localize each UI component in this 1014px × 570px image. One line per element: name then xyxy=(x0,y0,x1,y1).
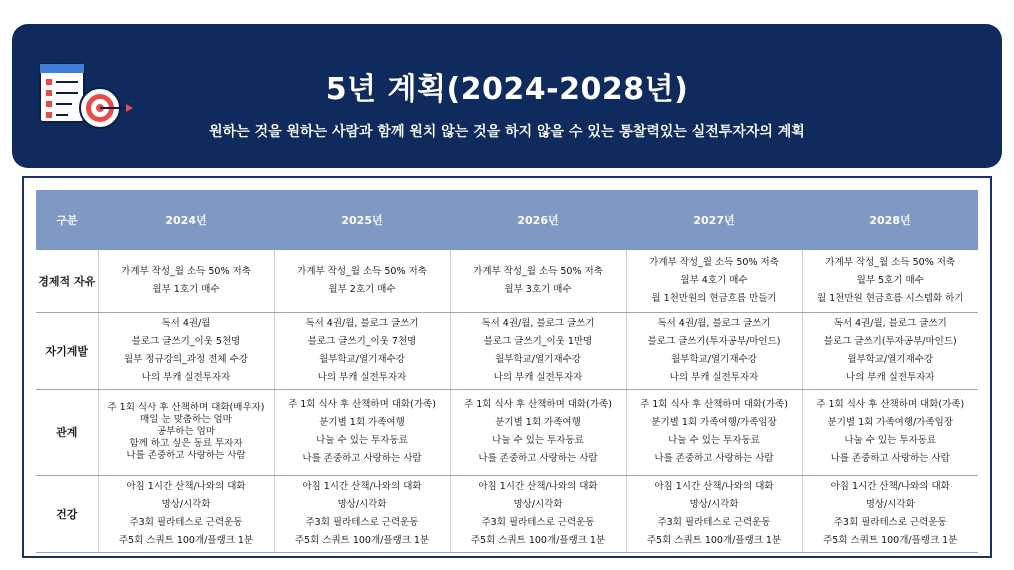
table-row xyxy=(36,312,978,389)
plan-item: 아침 1시간 산책/나와의 대화 xyxy=(126,480,246,492)
plan-item: 나의 부캐 실전투자자 xyxy=(493,371,583,383)
plan-table xyxy=(36,190,978,553)
plan-item: 주3회 필라테스로 근력운동 xyxy=(305,516,419,528)
row-category: 자기계발 xyxy=(36,312,98,389)
page-subtitle: 원하는 것을 원하는 사람과 함께 원치 않는 것을 하지 않을 수 있는 통찰력있는 실전투자자의 계획 xyxy=(209,124,805,140)
column-header: 2028년 xyxy=(802,190,978,250)
plan-panel xyxy=(22,176,992,558)
plan-item: 주3회 필라테스로 근력운동 xyxy=(833,516,947,528)
plan-item: 주 1회 식사 후 산책하며 대화(가족) xyxy=(640,399,788,410)
plan-item: 블로그 글쓰기_이웃 1만명 xyxy=(483,335,593,347)
plan-item: 명상/시각화 xyxy=(513,498,563,510)
plan-cell xyxy=(274,389,450,475)
plan-item: 주 1회 식사 후 산책하며 대화(가족) xyxy=(816,399,965,410)
plan-item: 나를 존중하고 사랑하는 사람 xyxy=(126,450,246,461)
plan-cell xyxy=(626,475,802,552)
plan-item: 나를 존중하고 사랑하는 사람 xyxy=(654,453,774,464)
plan-item: 아침 1시간 산책/나와의 대화 xyxy=(654,480,774,492)
plan-cell xyxy=(626,389,802,475)
plan-item: 명상/시각화 xyxy=(865,498,915,510)
plan-item: 블로그 글쓰기(투자공부/마인드) xyxy=(823,335,957,347)
plan-cell xyxy=(98,475,274,552)
plan-item: 월부학교/열기재수강 xyxy=(847,353,934,365)
plan-cell xyxy=(626,312,802,389)
plan-item: 월부학교/열기재수강 xyxy=(671,353,757,365)
row-category: 건강 xyxy=(36,475,98,552)
plan-item: 주3회 필라테스로 근력운동 xyxy=(129,516,243,528)
plan-cell xyxy=(98,250,274,312)
plan-item: 나눌 수 있는 투자동료 xyxy=(316,435,408,446)
plan-item: 독서 4권/월, 블로그 글쓰기 xyxy=(657,317,771,329)
plan-item: 가계부 작성_월 소득 50% 저축 xyxy=(473,265,603,277)
plan-item: 블로그 글쓰기(투자공부/마인드) xyxy=(647,335,781,347)
plan-cell xyxy=(802,312,978,389)
plan-item: 주 1회 식사 후 산책하며 대화(가족) xyxy=(288,399,436,410)
column-header: 2026년 xyxy=(450,190,626,250)
plan-item: 아침 1시간 산책/나와의 대화 xyxy=(478,480,598,492)
column-header: 2027년 xyxy=(626,190,802,250)
plan-item: 나눌 수 있는 투자동료 xyxy=(492,435,584,446)
row-category: 관계 xyxy=(36,389,98,475)
table-row xyxy=(36,250,978,312)
plan-cell xyxy=(450,475,626,552)
header-banner xyxy=(12,24,1002,168)
plan-item: 독서 4권/월 xyxy=(161,317,211,329)
plan-cell xyxy=(274,250,450,312)
page-title: 5년 계획(2024-2028년) xyxy=(325,72,689,107)
plan-item: 월 1천만원 현금흐름 시스템화 하기 xyxy=(816,292,964,304)
plan-cell xyxy=(98,312,274,389)
plan-item: 나의 부캐 실전투자자 xyxy=(845,371,935,383)
plan-item: 가계부 작성_월 소득 50% 저축 xyxy=(121,265,251,277)
plan-item: 주3회 필라테스로 근력운동 xyxy=(481,516,595,528)
plan-cell xyxy=(98,389,274,475)
plan-item: 가계부 작성_월 소득 50% 저축 xyxy=(825,256,956,268)
plan-item: 월부 정규강의_과정 전체 수강 xyxy=(124,353,248,365)
plan-item: 월부 4호기 매수 xyxy=(680,274,748,286)
plan-cell xyxy=(626,250,802,312)
plan-item: 주3회 필라테스로 근력운동 xyxy=(657,516,771,528)
plan-item: 아침 1시간 산책/나와의 대화 xyxy=(830,480,950,492)
plan-cell xyxy=(450,312,626,389)
plan-item: 주5회 스쿼트 100개/플랭크 1분 xyxy=(646,534,782,546)
plan-item: 명상/시각화 xyxy=(161,498,211,510)
plan-cell xyxy=(274,312,450,389)
plan-item: 나눌 수 있는 투자동료 xyxy=(668,435,760,446)
plan-item: 분기별 1회 가족여행 xyxy=(495,417,581,428)
plan-item: 월부 5호기 매수 xyxy=(856,274,924,286)
plan-item: 가계부 작성_월 소득 50% 저축 xyxy=(297,265,427,277)
table-row xyxy=(36,389,978,475)
plan-item: 아침 1시간 산책/나와의 대화 xyxy=(302,480,422,492)
plan-item: 독서 4권/월, 블로그 글쓰기 xyxy=(833,317,947,329)
plan-item: 나를 존중하고 사랑하는 사람 xyxy=(830,453,950,464)
plan-item: 가계부 작성_월 소득 50% 저축 xyxy=(649,256,779,268)
plan-item: 월부학교/열기재수강 xyxy=(495,353,581,365)
plan-item: 나의 부캐 실전투자자 xyxy=(669,371,759,383)
plan-item: 독서 4권/월, 블로그 글쓰기 xyxy=(481,317,595,329)
plan-item: 월 1천만원의 현금흐름 만들기 xyxy=(651,292,777,304)
plan-item: 분기별 1회 가족여행/가족임장 xyxy=(827,417,953,428)
column-header: 2025년 xyxy=(274,190,450,250)
row-category: 경제적 자유 xyxy=(36,250,98,312)
plan-cell xyxy=(450,389,626,475)
plan-item: 블로그 글쓰기_이웃 7천명 xyxy=(307,335,417,347)
plan-item: 월부 1호기 매수 xyxy=(152,283,220,295)
plan-item: 나를 존중하고 사랑하는 사람 xyxy=(478,453,598,464)
column-header: 2024년 xyxy=(98,190,274,250)
plan-item: 분기별 1회 가족여행/가족임장 xyxy=(651,417,777,428)
plan-item: 나눌 수 있는 투자동료 xyxy=(844,435,937,446)
plan-item: 명상/시각화 xyxy=(337,498,387,510)
plan-item: 공부하는 엄마 xyxy=(156,426,216,437)
plan-item: 분기별 1회 가족여행 xyxy=(319,417,405,428)
plan-item: 주5회 스쿼트 100개/플랭크 1분 xyxy=(470,534,606,546)
plan-cell xyxy=(802,389,978,475)
plan-item: 함께 하고 싶은 동료 투자자 xyxy=(129,438,243,449)
plan-cell xyxy=(802,475,978,552)
plan-item: 독서 4권/월, 블로그 글쓰기 xyxy=(305,317,419,329)
column-header: 구분 xyxy=(36,190,98,250)
plan-cell xyxy=(802,250,978,312)
plan-item: 나를 존중하고 사랑하는 사람 xyxy=(302,453,422,464)
plan-item: 나의 부캐 실전투자자 xyxy=(141,371,231,383)
plan-item: 주 1회 식사 후 산책하며 대화(배우자) xyxy=(107,402,265,413)
plan-item: 나의 부캐 실전투자자 xyxy=(317,371,407,383)
plan-item: 월부 2호기 매수 xyxy=(328,283,396,295)
plan-cell xyxy=(274,475,450,552)
plan-item: 매일 눈 맞춤하는 엄마 xyxy=(140,414,232,425)
plan-item: 월부학교/열기재수강 xyxy=(319,353,405,365)
plan-item: 주5회 스쿼트 100개/플랭크 1분 xyxy=(823,534,958,546)
plan-item: 주5회 스쿼트 100개/플랭크 1분 xyxy=(118,534,254,546)
table-row xyxy=(36,475,978,552)
plan-item: 명상/시각화 xyxy=(689,498,739,510)
table-header-row xyxy=(36,190,978,250)
plan-cell xyxy=(450,250,626,312)
plan-item: 주 1회 식사 후 산책하며 대화(가족) xyxy=(464,399,612,410)
plan-item: 블로그 글쓰기_이웃 5천명 xyxy=(131,335,241,347)
plan-item: 주5회 스쿼트 100개/플랭크 1분 xyxy=(294,534,430,546)
plan-item: 월부 3호기 매수 xyxy=(504,283,572,295)
